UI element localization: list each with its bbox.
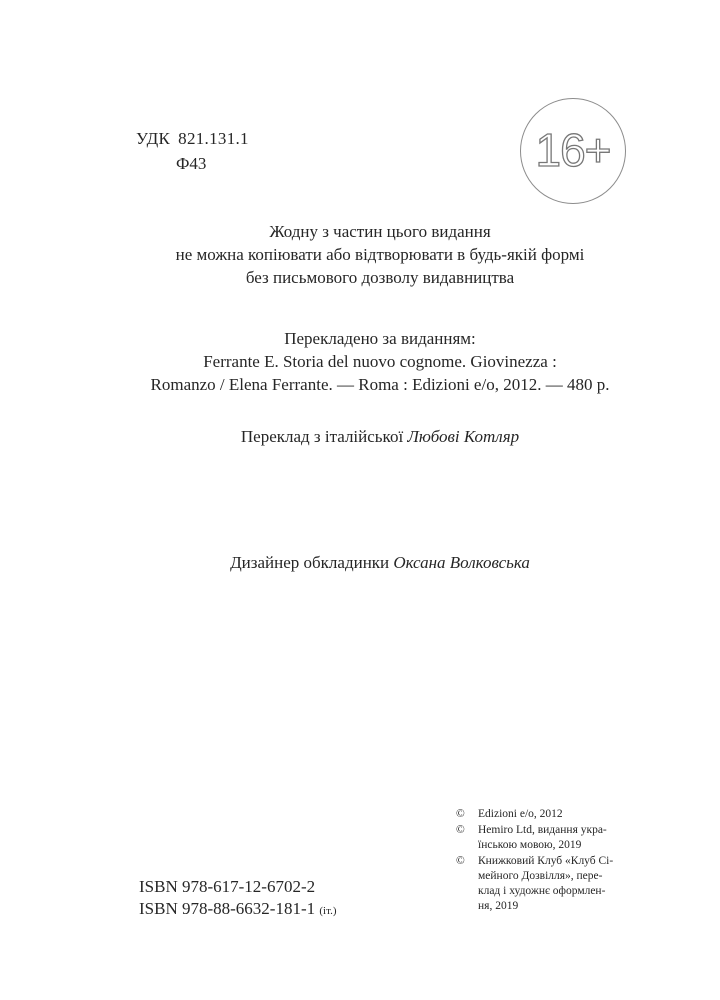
copyright-symbol: ©: [456, 855, 465, 867]
isbn-language-note: (іт.): [319, 905, 337, 917]
designer-credit: [100, 553, 660, 573]
source-line: Ferrante E. Storia del nuovo cognome. Giovinezza :: [203, 352, 557, 371]
translator-label: Переклад з італійської: [240, 427, 404, 446]
copyright-holder-line: Hemiro Ltd, видання укра-: [478, 824, 607, 836]
copyright-notice-line: без письмового дозволу видавництва: [245, 268, 515, 287]
copyright-notice-line: не можна копіювати або відтворювати в будь-якій формі: [175, 245, 585, 264]
bbk-code: Ф43: [176, 154, 207, 173]
isbn-line: [139, 898, 337, 922]
copyright-notice: [100, 220, 660, 289]
original-edition-source: [100, 327, 660, 396]
isbn-number: ISBN 978-88-6632-181-1: [139, 899, 316, 918]
age-rating-text: 16+: [535, 124, 611, 176]
copyright-holder-line: Edizioni e/o, 2012: [478, 808, 563, 820]
age-rating-badge: [520, 98, 626, 204]
copyright-holder-line: мейного Дозвілля», пере-: [478, 870, 603, 882]
copyright-holder-line: клад і художнє оформлен-: [478, 885, 606, 897]
copyright-holder: [456, 807, 606, 822]
designer-name: Оксана Волковська: [393, 553, 530, 572]
copyright-holder: [456, 854, 614, 914]
source-line: Romanzo / Elena Ferrante. — Roma : Edizioni e/o, 2012. — 480 p.: [150, 375, 610, 394]
designer-label: Дизайнер обкладинки: [230, 553, 390, 572]
copyright-notice-line: Жодну з частин цього видання: [269, 222, 491, 241]
udc-number: 821.131.1: [178, 129, 249, 148]
isbn-line: ISBN 978-617-12-6702-2: [139, 877, 316, 896]
copyright-holder: [456, 823, 606, 853]
copyright-symbol: ©: [456, 824, 465, 836]
copyright-holder-line: їнською мовою, 2019: [478, 839, 582, 851]
isbn-block: [139, 876, 337, 922]
translator-credit: [100, 427, 660, 447]
translator-name: Любові Котляр: [407, 427, 520, 446]
copyright-symbol: ©: [456, 808, 465, 820]
source-heading: Перекладено за виданням:: [284, 329, 476, 348]
copyright-holder-line: Книжковий Клуб «Клуб Сі-: [478, 855, 614, 867]
udc-label: УДК: [136, 129, 171, 148]
copyright-holder-line: ня, 2019: [478, 900, 519, 912]
udc-code: [136, 129, 249, 149]
copyright-holders: [456, 807, 614, 915]
